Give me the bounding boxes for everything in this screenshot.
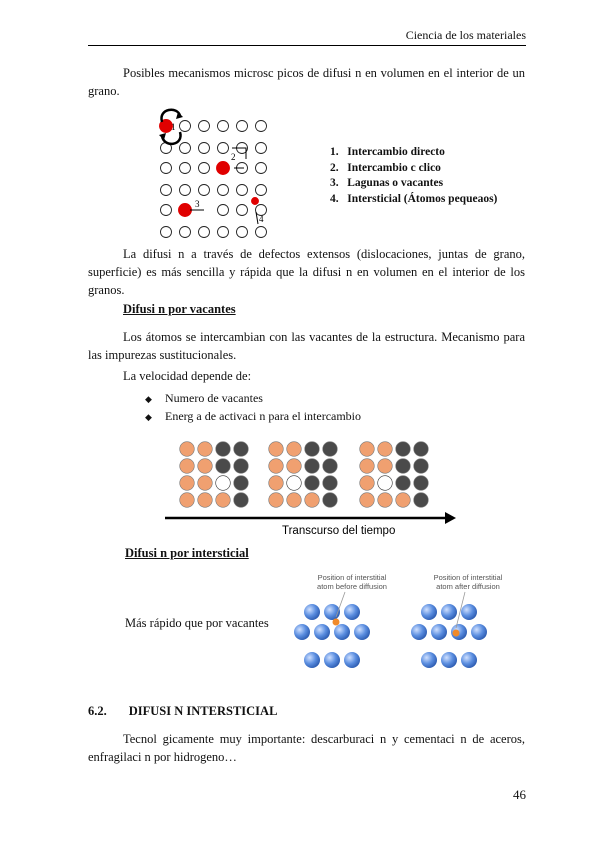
section-heading: 6.2. DIFUSI N INTERSTICIAL [88,704,278,718]
lattice-atom [161,227,172,238]
host-atom [344,604,360,620]
lattice-atom [323,476,338,491]
host-atom [294,624,310,640]
host-atom [441,604,457,620]
lattice-atom [414,459,429,474]
lattice-atom [396,476,411,491]
page-number: 46 [513,787,526,802]
lattice-atom [287,442,302,457]
lattice-atom [256,163,267,174]
host-atom [461,604,477,620]
lattice-atom [199,163,210,174]
lattice-atom [287,459,302,474]
vacancy [378,476,393,491]
lattice-atom [180,163,191,174]
host-atom [441,652,457,668]
extended-defects-paragraph: La difusi n a través de defectos extensos (dislocaciones, juntas de grano, superficie) es más sencilla y rápida que la difusi n en volumen en el interior de los granos. [88,247,525,297]
mechanism-item: 3. Lagunas o vacantes [330,177,444,189]
vacancy-grids [180,442,429,508]
lattice-atom [218,143,229,154]
lattice-atom [234,442,249,457]
lattice-atom [237,205,248,216]
lattice-atom [269,493,284,508]
lattice-atom [305,493,320,508]
host-atom [421,652,437,668]
caption-after-line2: atom after diffusion [436,582,500,591]
host-atom [354,624,370,640]
mechanism-item: 2. Intercambio c clico [330,161,441,174]
lattice-atom [198,476,213,491]
lattice-atom [234,459,249,474]
time-axis-label: Transcurso del tiempo [282,525,396,537]
lattice-atom [161,205,172,216]
lattice-atom [199,185,210,196]
lattice-atom [180,493,195,508]
lattice-atom [360,493,375,508]
mechanism-item: 1. Intercambio directo [330,146,445,158]
lattice-atom [237,185,248,196]
lattice-atom [414,476,429,491]
lattice-atom [198,442,213,457]
host-atom [314,624,330,640]
lattice-atom [234,493,249,508]
lattice-atoms [160,120,267,238]
lattice-atom [216,459,231,474]
vacancy-paragraph: Los átomos se intercambian con las vacantes de la estructura. Mecanismo para las impurezas sustitucionales. [88,330,525,362]
host-atom [461,652,477,668]
lattice-atom [199,143,210,154]
solute-atom [179,204,192,217]
lattice-atom [218,227,229,238]
interstitial-atom-after [453,630,460,637]
lattice-atom [218,185,229,196]
host-atom [334,624,350,640]
lattice-atom [234,476,249,491]
vacancy-sequence-figure [160,438,460,538]
lattice-atom [237,227,248,238]
lattice-atom [218,205,229,216]
lattice-atom [360,459,375,474]
lattice-atom [378,493,393,508]
final-paragraph: Tecnol gicamente muy importante: descarburaci n y cementaci n de aceros, enfragilaci n por hidrogeno… [88,732,525,764]
time-axis-arrowhead [445,512,456,524]
caption-before-line2: atom before diffusion [317,582,387,591]
lattice-atom [199,121,210,132]
lattice-atom [216,493,231,508]
host-atom [421,604,437,620]
running-header: Ciencia de los materiales [405,28,526,42]
lattice-atom [378,459,393,474]
lattice-atom [378,442,393,457]
intro-paragraph: Posibles mecanismos microsc picos de difusi n en volumen en el interior de un grano. [88,66,525,98]
bullet-item: ◆ Numero de vacantes [145,391,263,405]
lattice-atom [414,442,429,457]
lattice-atom [323,442,338,457]
lattice-atom [180,185,191,196]
lattice-atom [180,121,191,132]
lattice-atom [269,459,284,474]
lattice-atom [396,442,411,457]
solute-atom [217,162,230,175]
host-atom [304,604,320,620]
lattice-atom [256,121,267,132]
vacancy-heading: Difusi n por vacantes [123,302,236,316]
lattice-atom [305,442,320,457]
lattice-atom [396,459,411,474]
vacancy [287,476,302,491]
host-atom [411,624,427,640]
lattice-atom [396,493,411,508]
lattice-atom [216,442,231,457]
host-atom [324,652,340,668]
header-rule [88,45,526,46]
mechanisms-lattice-figure [150,104,290,244]
lattice-atom [218,121,229,132]
lattice-atom [161,185,172,196]
interstitial-figure [290,572,535,677]
velocity-bullets [145,390,361,426]
caption-after-line1: Position of interstitial [433,573,503,582]
interstitial-atom [252,198,259,205]
lattice-atom [305,459,320,474]
lattice-atom [269,476,284,491]
lattice-atom [180,143,191,154]
host-atom [471,624,487,640]
lattice-atom [199,227,210,238]
lattice-atom [323,493,338,508]
velocity-label: La velocidad depende de: [123,369,252,383]
lattice-atom [256,227,267,238]
interstitial-text: Más rápido que por vacantes [125,616,269,630]
lattice-atom [237,121,248,132]
lattice-atom [269,442,284,457]
interstitial-atom-before [333,619,340,626]
lattice-atom [323,459,338,474]
lattice-atom [180,476,195,491]
lattice-atom [287,493,302,508]
interstitial-heading: Difusi n por intersticial [125,546,249,560]
vacancy [216,476,231,491]
host-atom [344,652,360,668]
lattice-atom [414,493,429,508]
lattice-atom [305,476,320,491]
mechanism-item: 4. Intersticial (Átomos pequeaos) [330,192,498,205]
lattice-atom [161,163,172,174]
label-3: 3 [195,199,200,209]
host-atom [304,652,320,668]
lattice-atom [180,459,195,474]
label-1: 1 [171,122,176,132]
lattice-atom [360,476,375,491]
lattice-atom [198,493,213,508]
bullet-item: ◆ Energ a de activaci n para el intercambio [145,409,362,423]
label-4: 4 [259,214,264,224]
interstitial-lattice [294,604,487,668]
lattice-atom [198,459,213,474]
lattice-atom [360,442,375,457]
lattice-atom [256,185,267,196]
lattice-atom [256,143,267,154]
label-2: 2 [231,152,236,162]
host-atom [431,624,447,640]
lattice-atom [180,442,195,457]
mechanisms-list [330,145,497,207]
lattice-atom [180,227,191,238]
caption-before-line1: Position of interstitial [317,573,387,582]
